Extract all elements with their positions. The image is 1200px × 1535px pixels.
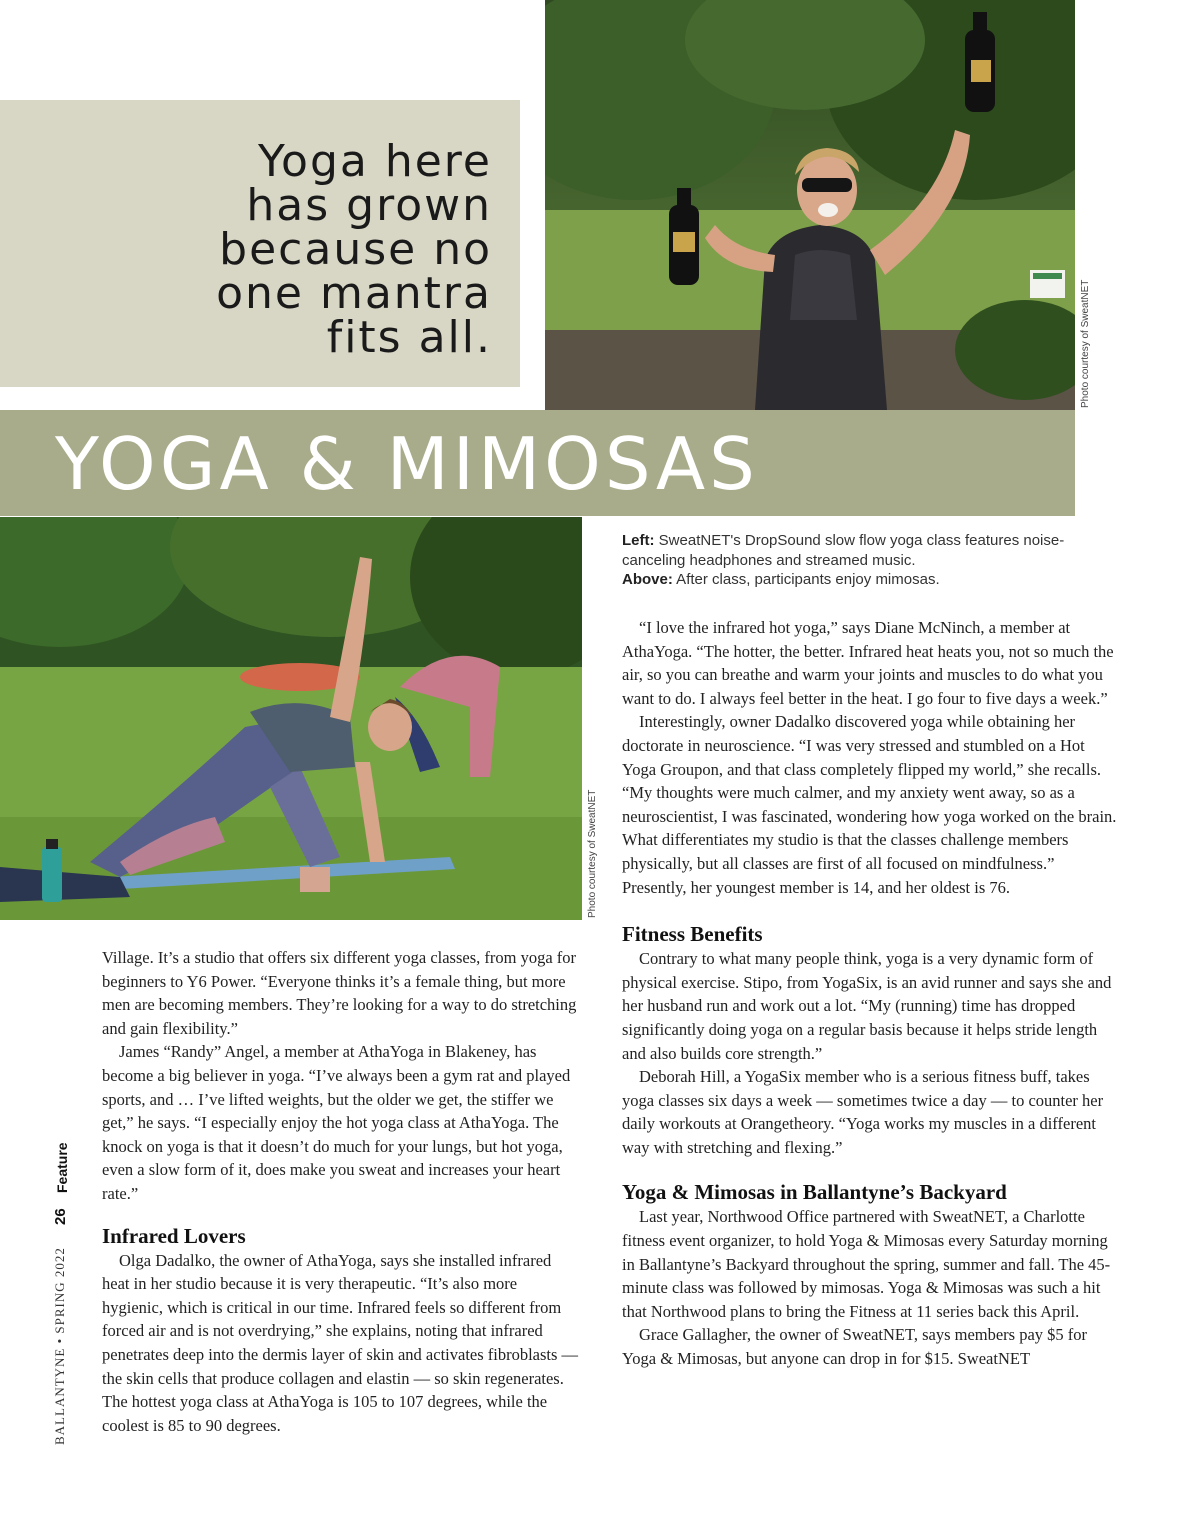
photo-mimosas-illustration	[545, 0, 1075, 410]
paragraph: Interestingly, owner Dadalko discovered yoga while obtaining her doctorate in neuroscience. “I was very stressed and stumbled on a Hot Yoga Groupon, and that class completely flipped my world,” she recalls. “My thoughts were much calmer, and my anxiety went away, so as a neuroscientist, I was fascinated, wondering how yoga worked on the brain. What differentiates my studio is that the classes challenge members physically, but all classes are first of all focused on mindfulness.” Presently, her youngest member is 14, and her oldest is 76.	[622, 712, 1117, 897]
photo-mimosas-celebration	[545, 0, 1075, 410]
subheading-fitness-benefits: Fitness Benefits	[622, 922, 763, 947]
paragraph: Olga Dadalko, the owner of AthaYoga, says she installed infrared heat in her studio because it is very therapeutic. “It’s also more hygienic, which is critical in our time. Infrared feels so different from forced air and is not overdrying,” she explains, noting that infrared penetrates deep into the dermis layer of skin and activates fibroblasts — the skin cells that produce collagen and elastin — so skin regenerates. The hottest yoga class at AthaYoga is 105 to 107 degrees, while the coolest is 85 to 90 degrees.	[102, 1250, 579, 1435]
paragraph: James “Randy” Angel, a member at AthaYoga in Blakeney, has become a big believer in yoga. “I’ve always been a gym rat and played sports, and … I’ve lifted weights, but the older we get, the stiffer we get,” he says. “I especially enjoy the hot yoga class at AthaYoga. The knock on yoga is that it doesn’t do much for your lungs, but hot yoga, even a slow form of it, does make you sweat and increases your heart rate.”	[102, 1042, 571, 1203]
photo-yoga-class	[0, 517, 582, 920]
paragraph: Village. It’s a studio that offers six different yoga classes, from yoga for beginners to Y6 Power. “Everyone thinks it’s a female thing, but more men are becoming members. They’re looking for a way to do stretching and gain flexibility.”	[102, 948, 577, 1038]
subheading-infrared-lovers: Infrared Lovers	[102, 1223, 246, 1248]
pull-quote-box	[0, 100, 520, 387]
paragraph: Grace Gallagher, the owner of SweatNET, says members pay $5 for Yoga & Mimosas, but anyone can drop in for $15. SweatNET	[622, 1325, 1088, 1369]
page-number: 26	[52, 1208, 69, 1225]
paragraph: “I love the infrared hot yoga,” says Diane McNinch, a member at AthaYoga. “The hotter, the better. Infrared heat heats you, not so much the air, so you can breathe and warm your joints and muscles to do what you want to do. I always feel better in the heat. I go four to five days a week.”	[622, 618, 1114, 708]
article-column-right	[622, 616, 1122, 1371]
caption-left-label: Left:	[622, 532, 655, 549]
section-label: Feature	[54, 1142, 70, 1193]
photo-credit-top: Photo courtesy of SweatNET	[1080, 279, 1091, 408]
page-title: YOGA & MIMOSAS	[55, 422, 759, 506]
caption-left-text: SweatNET's DropSound slow flow yoga class features noise-canceling headphones and streamed music.	[622, 532, 1065, 569]
pull-quote: Yoga here has grown because no one mantra fits all.	[216, 136, 492, 363]
paragraph: Contrary to what many people think, yoga is a very dynamic form of physical exercise. Stipo, from YogaSix, is an avid runner and says she and her husband run and work out a lot. “My (running) time has dropped significantly doing yoga on a regular basis because it helps stride length and also builds core strength.”	[622, 949, 1112, 1063]
article-column-left	[102, 946, 582, 1437]
caption-above-label: Above:	[622, 571, 673, 588]
title-band	[0, 410, 1075, 516]
photo-caption	[622, 531, 1102, 590]
photo-yoga-illustration	[0, 517, 582, 920]
photo-credit-left: Photo courtesy of SweatNET	[587, 789, 598, 918]
paragraph: Deborah Hill, a YogaSix member who is a serious fitness buff, takes yoga classes six days a week — sometimes twice a day — to counter her daily workouts at Orangetheory. “Yoga works my muscles in a different way with stretching and flexing.”	[622, 1067, 1104, 1157]
subheading-backyard: Yoga & Mimosas in Ballantyne’s Backyard	[622, 1180, 1007, 1205]
folio-magazine: BALLANTYNE • SPRING 2022	[52, 1247, 67, 1445]
caption-above-text: After class, participants enjoy mimosas.	[672, 571, 940, 588]
paragraph: Last year, Northwood Office partnered with SweatNET, a Charlotte fitness event organizer, to hold Yoga & Mimosas every Saturday morning in Ballantyne’s Backyard throughout the spring, summer and fall. The 45-minute class was followed by mimosas. Yoga & Mimosas was such a hit that Northwood plans to bring the Fitness at 11 series back this April.	[622, 1207, 1111, 1321]
